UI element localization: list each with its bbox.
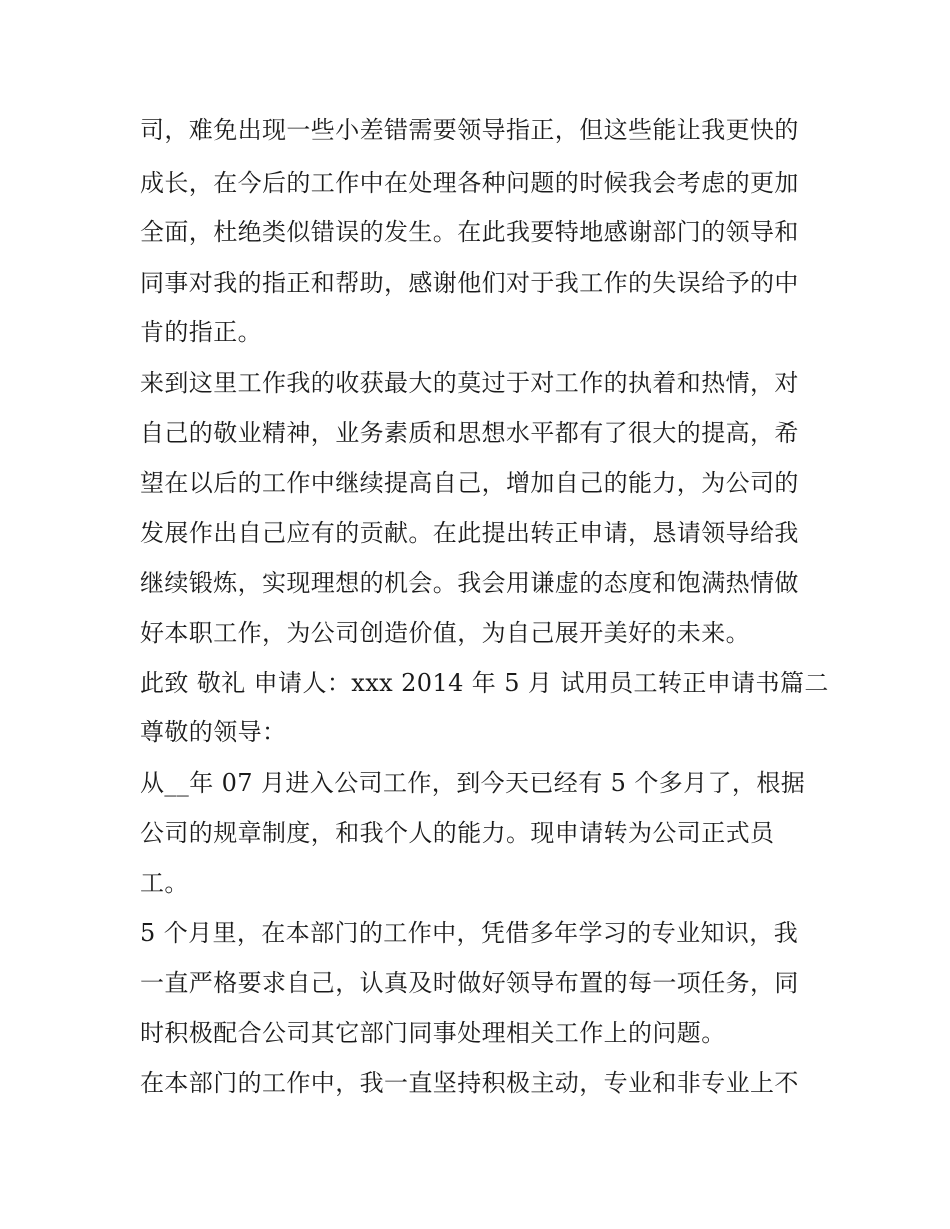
text-line: 一直严格要求自己，认真及时做好领导布置的每一项任务，同 <box>140 969 799 997</box>
text-line: 自己的敬业精神，业务素质和思想水平都有了很大的提高，希 <box>140 419 799 447</box>
text-line: 好本职工作，为公司创造价值，为自己展开美好的未来。 <box>140 619 750 647</box>
text-line: 肯的指正。 <box>140 318 262 346</box>
text-line: 公司的规章制度，和我个人的能力。现申请转为公司正式员 <box>140 819 775 847</box>
text-line: 发展作出自己应有的贡献。在此提出转正申请，恳请领导给我 <box>140 519 799 547</box>
text-line: 在本部门的工作中，我一直坚持积极主动，专业和非专业上不 <box>140 1069 799 1097</box>
text-line: 从__年 07 月进入公司工作，到今天已经有 5 个多月了，根据 <box>140 769 806 797</box>
text-line: 工。 <box>140 869 189 897</box>
text-line: 司，难免出现一些小差错需要领导指正，但这些能让我更快的 <box>140 116 799 144</box>
text-line: 望在以后的工作中继续提高自己，增加自己的能力，为公司的 <box>140 469 799 497</box>
text-line: 成长，在今后的工作中在处理各种问题的时候我会考虑的更加 <box>140 169 799 197</box>
text-line: 来到这里工作我的收获最大的莫过于对工作的执着和热情，对 <box>140 369 799 397</box>
text-line: 全面，杜绝类似错误的发生。在此我要特地感谢部门的领导和 <box>140 218 799 246</box>
text-line: 此致 敬礼 申请人：xxx 2014 年 5 月 试用员工转正申请书篇二 <box>140 669 829 697</box>
text-line: 时积极配合公司其它部门同事处理相关工作上的问题。 <box>140 1019 726 1047</box>
text-line: 同事对我的指正和帮助，感谢他们对于我工作的失误给予的中 <box>140 269 799 297</box>
text-line: 5 个月里，在本部门的工作中，凭借多年学习的专业知识，我 <box>140 919 799 947</box>
text-line: 尊敬的领导： <box>140 718 287 746</box>
text-line: 继续锻炼，实现理想的机会。我会用谦虚的态度和饱满热情做 <box>140 569 799 597</box>
